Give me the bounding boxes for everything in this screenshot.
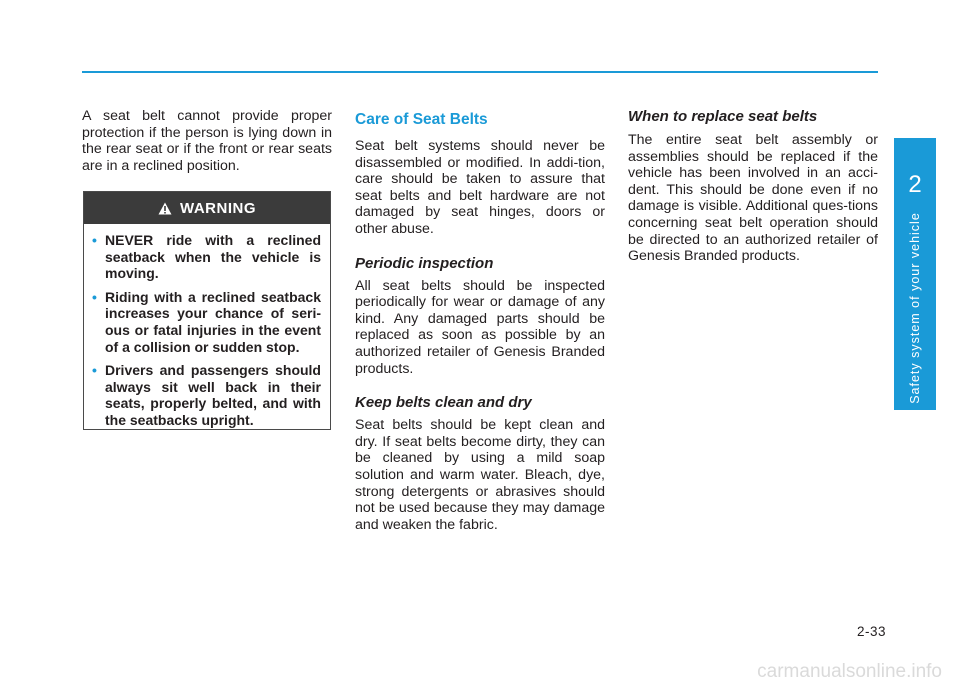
warning-triangle-icon bbox=[158, 202, 172, 215]
page-number: 2-33 bbox=[856, 624, 886, 639]
bullet-icon: • bbox=[92, 232, 97, 248]
warning-list bbox=[84, 224, 330, 429]
periodic-inspection-heading: Periodic inspection bbox=[355, 254, 494, 272]
warning-header bbox=[84, 192, 330, 224]
chapter-title: Safety system of your vehicle bbox=[908, 212, 923, 404]
chapter-number: 2 bbox=[908, 171, 922, 198]
section-title: Care of Seat Belts bbox=[355, 111, 488, 128]
bullet-icon: • bbox=[92, 288, 97, 305]
column-left bbox=[82, 108, 332, 174]
column-right bbox=[628, 108, 878, 265]
replace-heading: When to replace seat belts bbox=[628, 108, 818, 125]
watermark: carmanualsonline.info bbox=[757, 661, 942, 682]
warning-item: • NEVER ride with a reclined seatback when the vehicle is moving. bbox=[92, 232, 321, 282]
warning-box bbox=[83, 191, 331, 430]
warning-item: • Drivers and passengers should always sit well back in their seats, properly belted, and with the seatbacks upright. bbox=[92, 362, 321, 428]
header-rule bbox=[82, 71, 878, 73]
column-middle bbox=[355, 108, 605, 533]
keep-clean-heading: Keep belts clean and dry bbox=[355, 394, 532, 412]
chapter-tab bbox=[894, 138, 936, 410]
warning-item: • Riding with a reclined seatback increases your chance of seri-ous or fatal injuries in the event of a collision or sudden stop. bbox=[92, 288, 321, 355]
keep-clean-paragraph: Seat belts should be kept clean and dry. If seat belts become dirty, they can be cleaned by using a mild soap solution and warm water. Bleach, dye, strong detergents or abrasives should not be used because they may damage and weaken the fabric. bbox=[355, 417, 605, 533]
intro-paragraph: A seat belt cannot provide proper protection if the person is lying down in the rear seat or if the front or rear seats are in a reclined position. bbox=[82, 108, 332, 174]
warning-label: WARNING bbox=[180, 199, 256, 217]
care-paragraph: Seat belt systems should never be disassembled or modified. In addi-tion, care should be taken to assure that seat belts and belt hardware are not damaged by seat hinges, doors or other abuse. bbox=[355, 138, 605, 237]
bullet-icon: • bbox=[92, 362, 97, 379]
replace-paragraph: The entire seat belt assembly or assemblies should be replaced if the vehicle has been involved in an acci-dent. This should be done even if no damage is visible. Additional ques-tions concerning seat belt operation should be directed to an authorized retailer of Genesis Branded products. bbox=[628, 132, 878, 265]
periodic-inspection-paragraph: All seat belts should be inspected periodically for wear or damage of any kind. Any damaged parts should be replaced as soon as possible by an authorized retailer of Genesis Branded products. bbox=[355, 277, 605, 377]
